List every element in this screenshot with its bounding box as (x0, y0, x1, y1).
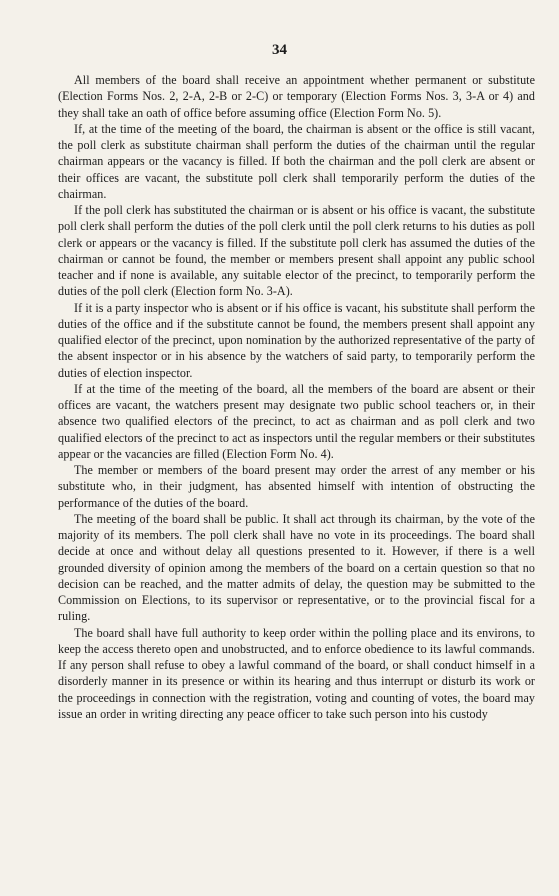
paragraph-poll-clerk-absent: If the poll clerk has substituted the chairman or is absent or his office is vacant, the substitute poll clerk shall perform the duties of the poll clerk until the poll clerk returns to his duties as poll clerk or appears or the vacancy is filled. If the substitute poll clerk has assumed the duties of the chairman or cannot be found, the member or members present shall appoint any public school teacher and if none is available, any suitable elector of the precinct, to temporarily perform the duties of the poll clerk (Election form No. 3-A). (58, 203, 535, 299)
paragraph-public-meeting: The meeting of the board shall be public. It shall act through its chairman, by the vote of the majority of its members. The poll clerk shall have no vote in its proceedings. The board shall decide at once and without delay all questions presented to it. However, if there is a well grounded diversity of opinion among the members of the board on a certain question so that no decision can be reached, and the matter admits of delay, the question may be submitted to the Commission on Elections, to its supervisor or representative, or to the provincial fiscal for a ruling. (58, 511, 535, 624)
paragraph-appointment: All members of the board shall receive an appointment whether permanent or substitute (Election Forms Nos. 2, 2-A, 2-B or 2-C) or temporary (Election Forms Nos. 3, 3-A or 4) and they shall take an oath of office before assuming office (Election Form No. 5). (58, 73, 535, 120)
paragraph-authority: The board shall have full authority to keep order within the polling place and its environs, to keep the access thereto open and unobstructed, and to enforce obedience to its lawful commands. If any person shall refuse to obey a lawful command of the board, or shall conduct himself in a disorderly manner in its presence or within its hearing and thus interrupt or disturb its work or the proceedings in connection with the registration, voting and counting of votes, the board may issue an order in writing directing any peace officer to take such person into his custody (58, 625, 535, 721)
paragraph-chairman-absent: If, at the time of the meeting of the board, the chairman is absent or the office is still vacant, the poll clerk as substitute chairman shall perform the duties of the chairman until the regular chairman appears or the vacancy is filled. If both the chairman and the poll clerk are absent or their offices are vacant, the substitute poll clerk shall temporarily perform the duties of the chairman. (58, 121, 535, 201)
paragraph-all-absent: If at the time of the meeting of the board, all the members of the board are absent or their offices are vacant, the watchers present may designate two public school teachers or, in their absence two qualified electors of the precinct, to act as chairman and as poll clerk and two qualified electors of the precinct to act as inspectors until the regular members or their substitutes appear or the vacancies are filled (Election Form No. 4). (58, 381, 535, 461)
page-number: 34 (272, 42, 287, 58)
document-body (58, 72, 535, 722)
paragraph-inspector-absent: If it is a party inspector who is absent or if his office is vacant, his substitute shall perform the duties of the office and if the substitute cannot be found, the members present shall appoint any qualified elector of the precinct, upon nomination by the authorized representative of the party of the absent inspector or in his absence by the watchers of said party, to temporarily perform the duties of election inspector. (58, 300, 535, 380)
paragraph-arrest: The member or members of the board present may order the arrest of any member or his substitute who, in their judgment, has absented himself with intention of obstructing the performance of the duties of the board. (58, 463, 535, 510)
